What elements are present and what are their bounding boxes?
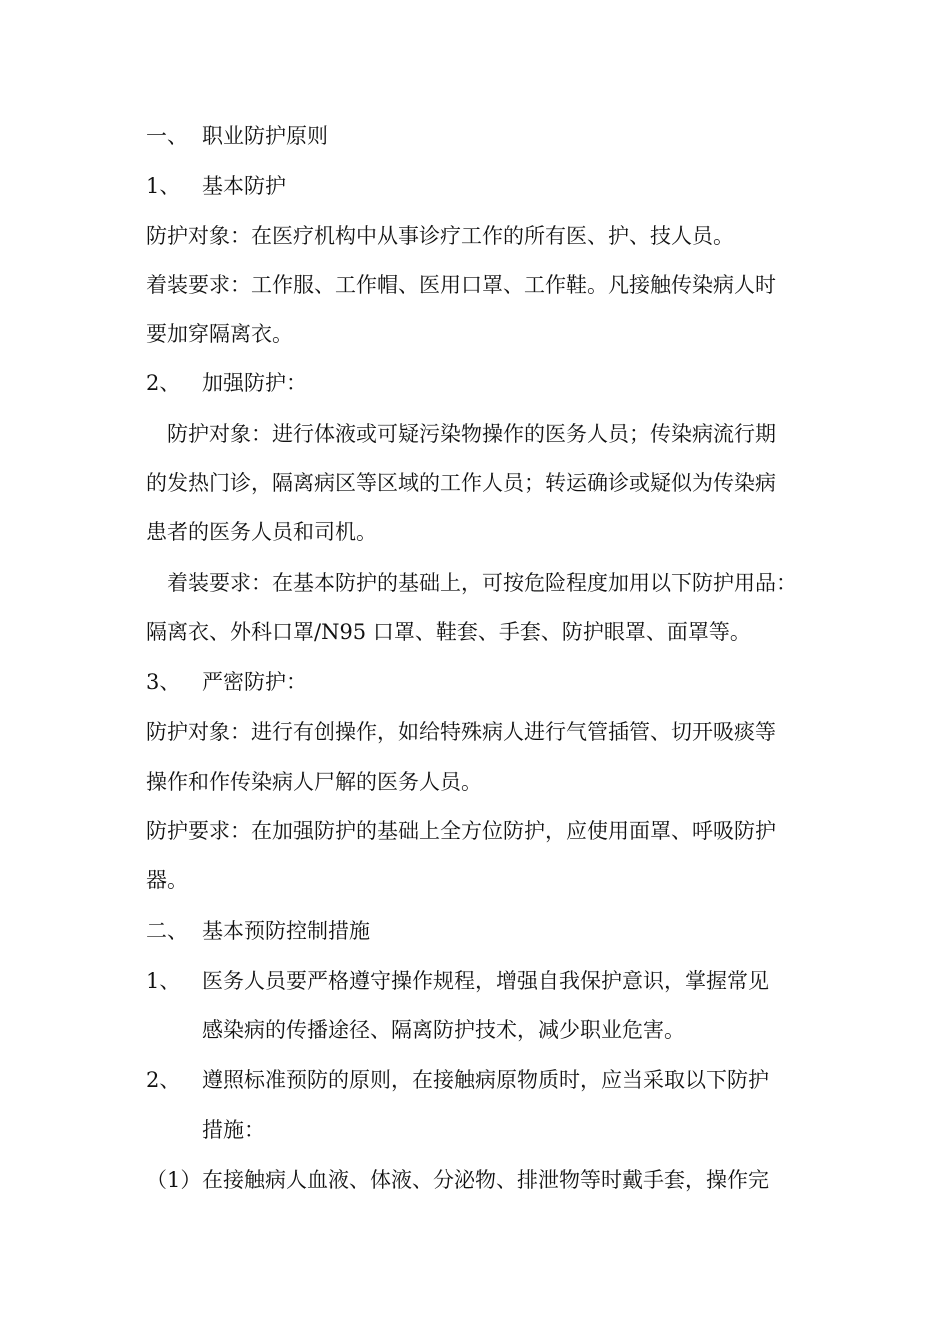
paragraph-line: 防护要求：在加强防护的基础上全方位防护，应使用面罩、呼吸防护 [146,819,776,843]
item-number: 1、 [146,969,181,993]
paragraph-line: 感染病的传播途径、隔离防护技术，减少职业危害。 [202,1018,685,1042]
item-title: 严密防护： [202,670,307,694]
paragraph-line: 防护对象：进行体液或可疑污染物操作的医务人员；传染病流行期 [167,422,776,446]
item-text: 在接触病人血液、体液、分泌物、排泄物等时戴手套，操作完 [202,1168,769,1192]
item-number: （1） [146,1168,202,1192]
paragraph-line: 器。 [146,868,188,892]
item-text: 遵照标准预防的原则，在接触病原物质时，应当采取以下防护 [202,1068,769,1092]
paragraph-line: 着装要求：在基本防护的基础上，可按危险程度加用以下防护用品： [167,571,797,595]
item-number: 2、 [146,1068,181,1092]
paragraph-line: 操作和作传染病人尸解的医务人员。 [146,770,482,794]
paragraph-line: 防护对象：进行有创操作，如给特殊病人进行气管插管、切开吸痰等 [146,720,776,744]
paragraph-line: 措施： [202,1118,265,1142]
section-title: 基本预防控制措施 [202,919,370,943]
item-text: 医务人员要严格遵守操作规程，增强自我保护意识，掌握常见 [202,969,769,993]
paragraph-line: 患者的医务人员和司机。 [146,520,377,544]
section-number: 二、 [146,919,188,943]
section-number: 一、 [146,124,188,148]
section-title: 职业防护原则 [202,124,328,148]
item-number: 1、 [146,174,181,198]
item-number: 3、 [146,670,181,694]
paragraph-line: 要加穿隔离衣。 [146,322,293,346]
paragraph-line: 的发热门诊，隔离病区等区域的工作人员；转运确诊或疑似为传染病 [146,471,776,495]
item-title: 加强防护： [202,371,307,395]
item-title: 基本防护 [202,174,286,198]
paragraph-line: 着装要求：工作服、工作帽、医用口罩、工作鞋。凡接触传染病人时 [146,273,776,297]
item-number: 2、 [146,371,181,395]
paragraph-line: 防护对象：在医疗机构中从事诊疗工作的所有医、护、技人员。 [146,224,734,248]
paragraph-line: 隔离衣、外科口罩/N95 口罩、鞋套、手套、防护眼罩、面罩等。 [146,620,751,644]
